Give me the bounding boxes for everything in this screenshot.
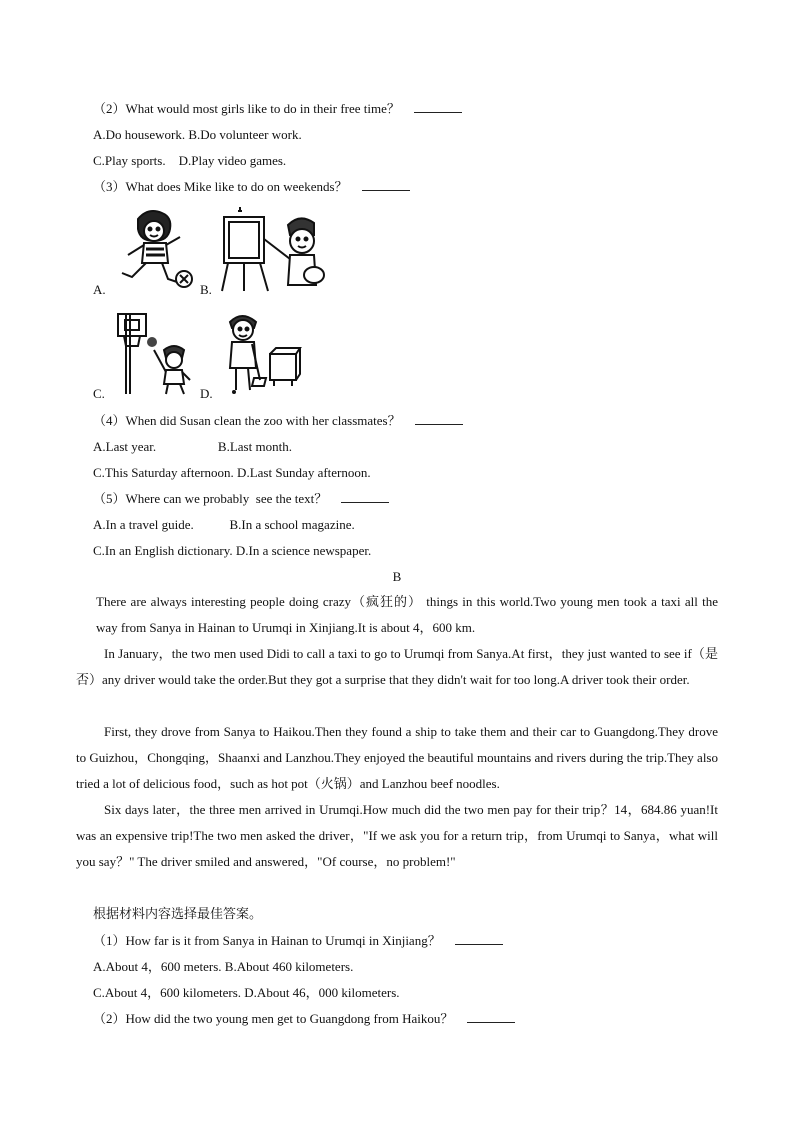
basketball-boy-picture: [110, 310, 200, 396]
answer-blank[interactable]: [467, 1011, 515, 1023]
passage-paragraph-4: Six days later，the three men arrived in Urumqi.How much did the two men pay for their trip？14，684.86 yuan!It was an expensive trip!The two men asked the driver，"If we ask you for a return trip，from Urumqi to Sanya，what will you say？" The driver smiled and answered，"Of course，no problem!": [76, 802, 718, 869]
question-text: （1）How far is it from Sanya in Hainan to Urumqi in Xinjiang？: [93, 933, 441, 948]
b-question-2-stem: [93, 1011, 515, 1027]
answer-blank[interactable]: [414, 101, 462, 113]
question-4-stem: [93, 413, 463, 429]
question-text: （3）What does Mike like to do on weekends？: [93, 179, 348, 194]
question-text: （2）How did the two young men get to Guangdong from Haikou？: [93, 1011, 454, 1026]
question-2-stem: [93, 101, 462, 117]
b-question-1-options-ab: A.About 4，600 meters. B.About 460 kilometers.: [93, 959, 354, 974]
answer-blank[interactable]: [455, 933, 503, 945]
question-4-options-cd: C.This Saturday afternoon. D.Last Sunday afternoon.: [93, 465, 371, 480]
sweeping-boy-picture: [216, 310, 308, 396]
question-2-options-ab: A.Do housework. B.Do volunteer work.: [93, 127, 302, 142]
question-5-options-cd: C.In an English dictionary. D.In a science newspaper.: [93, 543, 372, 558]
passage-paragraph-2: In January，the two men used Didi to call a taxi to go to Urumqi from Sanya.At first，they just wanted to see if（是否）any driver would take the order.But they got a surprise that they didn't wait for too long.A driver took their order.: [76, 646, 718, 687]
answer-blank[interactable]: [341, 491, 389, 503]
section-b-heading: B: [392, 569, 402, 584]
question-3-stem: [93, 179, 410, 195]
answer-blank[interactable]: [415, 413, 463, 425]
question-5-stem: [93, 491, 389, 507]
instruction-text: 根据材料内容选择最佳答案。: [93, 907, 263, 922]
question-text: （5）Where can we probably see the text？: [93, 491, 328, 506]
question-text: （2）What would most girls like to do in their free time？: [93, 101, 400, 116]
passage-paragraph-1: There are always interesting people doing crazy（疯狂的） things in this world.Two young men took a taxi all the way from Sanya in Hainan to Urumqi in Xinjiang.It is about 4，600 km.: [96, 594, 718, 635]
question-2-options-cd: C.Play sports. D.Play video games.: [93, 153, 287, 168]
b-question-1-stem: [93, 933, 503, 949]
football-boy-picture: [110, 205, 202, 295]
passage-paragraph-3: First, they drove from Sanya to Haikou.Then they found a ship to take them and their car to Guangdong.They drove to Guizhou，Chongqing，Shaanxi and Lanzhou.They enjoyed the beautiful mountains and rivers during the trip.They also tried a lot of delicious food，such as hot pot（火锅）and Lanzhou beef noodles.: [76, 724, 718, 791]
question-4-options-ab: A.Last year. B.Last month.: [93, 439, 292, 454]
painting-boy-picture: [218, 205, 328, 293]
option-a-label: A.: [93, 282, 106, 297]
option-c-label: C.: [93, 386, 105, 401]
b-question-1-options-cd: C.About 4，600 kilometers. D.About 46，000 kilometers.: [93, 985, 400, 1000]
question-text: （4）When did Susan clean the zoo with her classmates？: [93, 413, 401, 428]
answer-blank[interactable]: [362, 179, 410, 191]
option-d-label: D.: [200, 386, 213, 401]
option-b-label: B.: [200, 282, 212, 297]
question-5-options-ab: A.In a travel guide. B.In a school magazine.: [93, 517, 355, 532]
